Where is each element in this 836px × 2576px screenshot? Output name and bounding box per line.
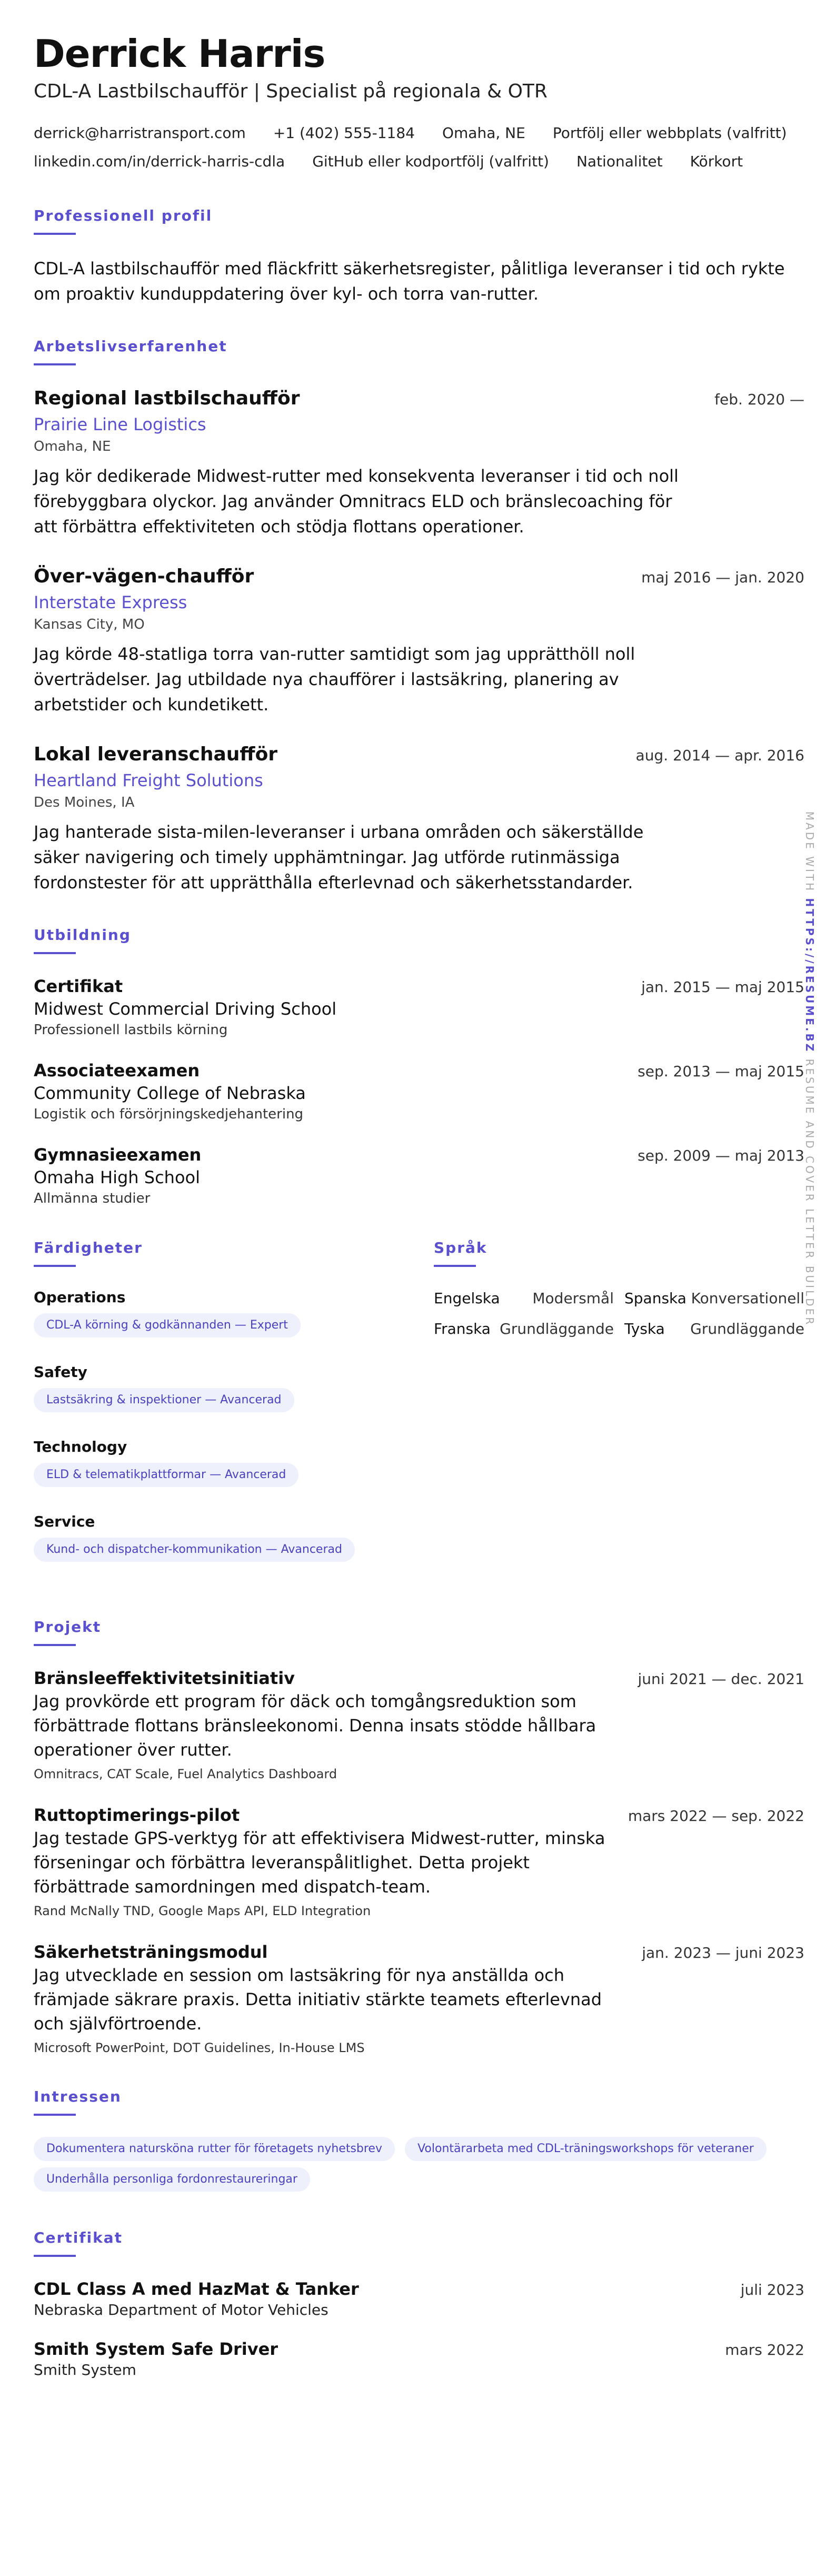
skill-category: Technology xyxy=(34,1438,127,1455)
certificate-title: Smith System Safe Driver xyxy=(34,2339,278,2359)
skill-category: Operations xyxy=(34,1289,126,1306)
certificate-issuer: Smith System xyxy=(34,2361,136,2379)
education-field: Allmänna studier xyxy=(34,1191,151,1206)
education-header xyxy=(34,1059,804,1082)
job-description: Jag hanterade sista-milen-leveranser i urbana områden och säkerställde säker navigering och timely upphämtningar. Jag utförde rutinmässiga fordonstester för att upprätthålla efterlevnad och säkerhetsstandarder. xyxy=(34,822,644,893)
education-date: sep. 2009 — maj 2013 xyxy=(638,1147,804,1164)
languages-list xyxy=(434,1288,804,1340)
language-level: Grundläggande xyxy=(500,1320,614,1337)
job-company: Prairie Line Logistics xyxy=(34,414,206,434)
profile-body xyxy=(34,256,804,306)
job-date: maj 2016 — jan. 2020 xyxy=(641,569,804,586)
education-field: Logistik och försörjningskedjehantering xyxy=(34,1106,304,1122)
skill-pill: CDL-A körning & godkännanden — Expert xyxy=(34,1313,301,1337)
skills-list xyxy=(34,1288,434,1568)
contact-email[interactable]: derrick@harristransport.com xyxy=(34,124,246,142)
contact-portfolio[interactable]: Portfölj eller webbplats (valfritt) xyxy=(552,124,787,142)
project-title: Bränsleeffektivitetsinitiativ xyxy=(34,1668,295,1688)
education-header xyxy=(34,975,804,997)
job-company: Interstate Express xyxy=(34,592,187,612)
language-item xyxy=(434,1288,614,1309)
watermark-prefix: MADE WITH xyxy=(803,811,816,893)
education-entry xyxy=(34,1144,804,1208)
project-tech: Omnitracs, CAT Scale, Fuel Analytics Dashboard xyxy=(34,1767,337,1781)
skill-group xyxy=(34,1288,434,1344)
job-description: Jag körde 48-statliga torra van-rutter samtidigt som jag upprätthöll noll överträdelser. Jag utbildade nya chaufförer i lastsäkring, planering av arbetstider och kundetikett. xyxy=(34,644,635,715)
skill-category: Safety xyxy=(34,1363,87,1381)
section-rule xyxy=(34,2255,76,2257)
project-date: jan. 2023 — juni 2023 xyxy=(642,1944,804,1961)
watermark-suffix: RESUME AND COVER LETTER BUILDER xyxy=(803,1058,816,1327)
project-description: Jag testade GPS-verktyg för att effektivisera Midwest-rutter, minska förseningar och förbättra leveranspålitlighet. Detta projekt förbättrade samordningen med dispatch-team. xyxy=(34,1828,605,1897)
job-company: Heartland Freight Solutions xyxy=(34,770,263,790)
contact-row-1 xyxy=(34,119,804,147)
project-tech: Microsoft PowerPoint, DOT Guidelines, In-House LMS xyxy=(34,2040,365,2055)
project-entry xyxy=(34,1941,804,2057)
contact-github[interactable]: GitHub eller kodportfölj (valfritt) xyxy=(312,153,549,170)
section-experience xyxy=(34,337,804,895)
candidate-name: Derrick Harris xyxy=(34,32,325,76)
section-title-interests: Intressen xyxy=(34,2088,122,2105)
project-entry xyxy=(34,1667,804,1783)
contact-info xyxy=(34,119,804,176)
project-description: Jag provkörde ett program för däck och tomgångsreduktion som förbättrade flottans bränsleekonomi. Denna insats stödde hållbara operationer över rutter. xyxy=(34,1691,596,1760)
language-name: Engelska xyxy=(434,1290,500,1307)
education-degree: Certifikat xyxy=(34,976,123,996)
contact-phone[interactable]: +1 (402) 555-1184 xyxy=(273,124,415,142)
contact-linkedin[interactable]: linkedin.com/in/derrick-harris-cdla xyxy=(34,153,285,170)
job-date: feb. 2020 — xyxy=(714,391,804,408)
project-header xyxy=(34,1667,804,1689)
section-title-experience: Arbetslivserfarenhet xyxy=(34,338,227,355)
certificate-entry xyxy=(34,2278,804,2320)
job-date: aug. 2014 — apr. 2016 xyxy=(635,747,804,764)
certificates-list xyxy=(34,2278,804,2380)
project-entry xyxy=(34,1804,804,1920)
contact-nationality: Nationalitet xyxy=(576,153,663,170)
language-name: Spanska xyxy=(624,1290,686,1307)
section-projects xyxy=(34,1618,804,2057)
section-rule xyxy=(434,1265,476,1267)
watermark-link[interactable]: HTTPS://RESUME.BZ xyxy=(803,898,816,1054)
skill-category: Service xyxy=(34,1513,95,1530)
interests-list xyxy=(34,2137,804,2198)
section-title-projects: Projekt xyxy=(34,1618,102,1636)
project-header xyxy=(34,1804,804,1826)
section-profile xyxy=(34,206,804,306)
certificate-date: mars 2022 xyxy=(725,2341,804,2359)
job-title: Regional lastbilschaufför xyxy=(34,388,300,409)
section-rule xyxy=(34,1644,76,1646)
project-title: Ruttoptimerings-pilot xyxy=(34,1805,240,1825)
language-item xyxy=(434,1319,614,1340)
section-title-certificates: Certifikat xyxy=(34,2229,123,2246)
skill-group xyxy=(34,1438,434,1493)
education-school: Midwest Commercial Driving School xyxy=(34,999,337,1019)
experience-header xyxy=(34,742,804,767)
skills-column xyxy=(34,1239,434,1587)
project-title: Säkerhetsträningsmodul xyxy=(34,1942,268,1962)
section-title-education: Utbildning xyxy=(34,926,131,944)
education-header xyxy=(34,1144,804,1166)
project-date: mars 2022 — sep. 2022 xyxy=(628,1807,804,1825)
projects-list xyxy=(34,1667,804,2057)
job-location: Kansas City, MO xyxy=(34,617,145,632)
experience-entry xyxy=(34,387,804,539)
experience-header xyxy=(34,387,804,411)
language-name: Tyska xyxy=(624,1320,665,1337)
language-item xyxy=(624,1288,804,1309)
job-location: Omaha, NE xyxy=(34,439,111,454)
skill-pill: ELD & telematikplattformar — Avancerad xyxy=(34,1463,298,1487)
certificate-entry xyxy=(34,2338,804,2380)
experience-header xyxy=(34,564,804,589)
interest-pill: Volontärarbeta med CDL-träningsworkshops för veteraner xyxy=(405,2137,767,2161)
project-tech: Rand McNally TND, Google Maps API, ELD Integration xyxy=(34,1904,371,1918)
section-title-profile: Professionell profil xyxy=(34,207,213,224)
skill-pill: Lastsäkring & inspektioner — Avancerad xyxy=(34,1388,294,1412)
project-header xyxy=(34,1941,804,1963)
project-date: juni 2021 — dec. 2021 xyxy=(638,1670,804,1688)
section-rule xyxy=(34,363,76,365)
education-entry xyxy=(34,975,804,1039)
interest-pill: Dokumentera natursköna rutter för företagets nyhetsbrev xyxy=(34,2137,395,2161)
contact-license: Körkort xyxy=(690,153,743,170)
contact-location: Omaha, NE xyxy=(442,124,525,142)
section-title-languages: Språk xyxy=(434,1239,487,1256)
language-level: Grundläggande xyxy=(690,1320,804,1337)
certificate-title: CDL Class A med HazMat & Tanker xyxy=(34,2279,359,2299)
education-degree: Associateexamen xyxy=(34,1061,200,1081)
experience-entry xyxy=(34,564,804,717)
contact-row-2 xyxy=(34,147,804,176)
section-certificates xyxy=(34,2228,804,2380)
section-skills-languages xyxy=(34,1239,804,1587)
education-school: Omaha High School xyxy=(34,1167,200,1187)
certificate-date: juli 2023 xyxy=(740,2281,804,2298)
certificate-header xyxy=(34,2278,804,2300)
section-interests xyxy=(34,2087,804,2198)
language-item xyxy=(624,1319,804,1340)
skill-group xyxy=(34,1363,434,1419)
interest-pill: Underhålla personliga fordonrestaureringar xyxy=(34,2167,310,2192)
section-rule xyxy=(34,1265,76,1267)
experience-list xyxy=(34,387,804,895)
job-description: Jag kör dedikerade Midwest-rutter med konsekventa leveranser i tid och noll förebyggbara olyckor. Jag använder Omnitracs ELD och bränslecoaching för att förbättra effektiviteten och stödja flottans operationer. xyxy=(34,466,679,537)
languages-column xyxy=(434,1239,804,1587)
education-date: sep. 2013 — maj 2015 xyxy=(638,1063,804,1080)
job-title: Lokal leveranschaufför xyxy=(34,744,278,765)
language-name: Franska xyxy=(434,1320,491,1337)
language-level: Modersmål xyxy=(532,1290,614,1307)
watermark xyxy=(803,811,816,1326)
education-date: jan. 2015 — maj 2015 xyxy=(641,978,804,996)
experience-entry xyxy=(34,742,804,895)
profile-summary: CDL-A lastbilschaufför med fläckfritt säkerhetsregister, pålitliga leveranser i tid och rykte om proaktiv kunduppdatering över kyl- och torra van-rutter. xyxy=(34,259,785,304)
education-field: Professionell lastbils körning xyxy=(34,1022,228,1038)
section-rule xyxy=(34,2114,76,2116)
resume-content xyxy=(34,32,804,2380)
section-rule xyxy=(34,952,76,954)
certificate-header xyxy=(34,2338,804,2360)
skill-group xyxy=(34,1512,434,1568)
skill-pill: Kund- och dispatcher-kommunikation — Avancerad xyxy=(34,1538,355,1562)
education-entry xyxy=(34,1059,804,1124)
education-degree: Gymnasieexamen xyxy=(34,1145,202,1165)
job-location: Des Moines, IA xyxy=(34,795,135,810)
section-rule xyxy=(34,233,76,235)
certificate-issuer: Nebraska Department of Motor Vehicles xyxy=(34,2301,329,2319)
section-education xyxy=(34,926,804,1208)
language-level: Konversationell xyxy=(691,1290,804,1307)
section-title-skills: Färdigheter xyxy=(34,1239,143,1256)
candidate-headline: CDL-A Lastbilschaufför | Specialist på regionala & OTR xyxy=(34,81,548,102)
job-title: Över-vägen-chaufför xyxy=(34,566,254,587)
education-school: Community College of Nebraska xyxy=(34,1083,306,1103)
project-description: Jag utvecklade en session om lastsäkring för nya anställda och främjade säkrare praxis. Detta initiativ stärkte teamets efterlevnad och självförtroende. xyxy=(34,1965,602,2034)
education-list xyxy=(34,975,804,1208)
